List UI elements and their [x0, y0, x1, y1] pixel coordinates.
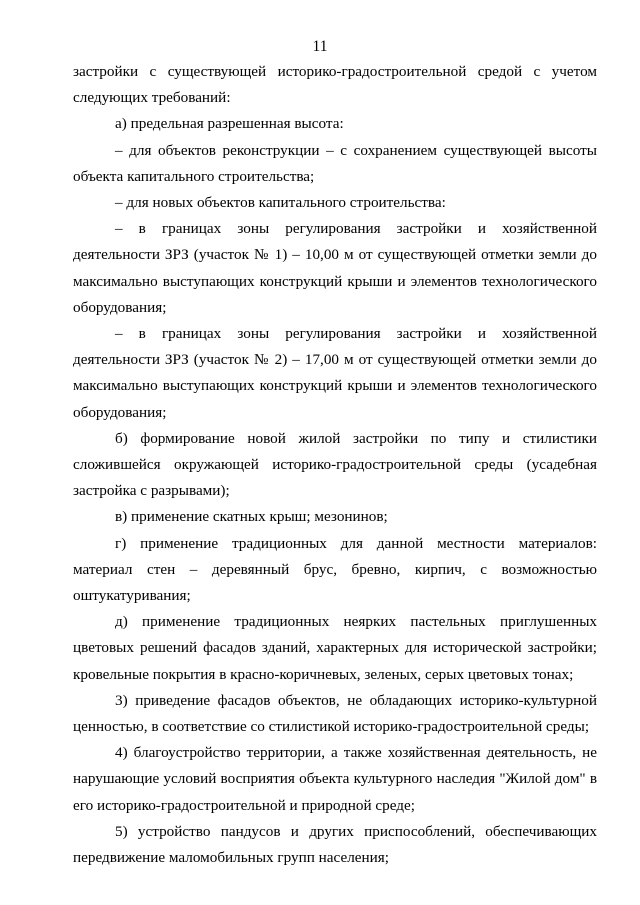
- paragraph-continuation: застройки с существующей историко-градостроительной средой с учетом следующих требований:: [73, 63, 597, 107]
- document-body: [73, 59, 597, 871]
- paragraph-pitched-roofs: в) применение скатных крыш; мезонинов;: [115, 508, 388, 526]
- paragraph-landscaping: 4) благоустройство территории, а также хозяйственная деятельность, не нарушающие условий восприятия объекта культурного наследия "Жилой дом" в его историко-градостроительной и природной среде;: [73, 744, 597, 814]
- paragraph-facades: 3) приведение фасадов объектов, не обладающих историко-культурной ценностью, в соответствие со стилистикой историко-градостроительной среды;: [73, 691, 597, 736]
- paragraph-new-objects: – для новых объектов капитального строительства:: [115, 194, 446, 212]
- paragraph-zone-plot-2: – в границах зоны регулирования застройки и хозяйственной деятельности ЗРЗ (участок № 2) – 17,00 м от существующей отметки земли до максимально выступающих конструкций крыши и элементов технологического оборудования;: [73, 325, 597, 421]
- paragraph-colors: д) применение традиционных неярких пастельных приглушенных цветовых решений фасадов зданий, характерных для исторической застройки; кровельные покрытия в красно-коричневых, зеленых, серых цветовых тонах;: [73, 613, 597, 683]
- paragraph-ramps: 5) устройство пандусов и других приспособлений, обеспечивающих передвижение маломобильных групп населения;: [73, 822, 597, 867]
- page-number: 11: [312, 38, 328, 55]
- paragraph-new-housing: б) формирование новой жилой застройки по типу и стилистики сложившейся окружающей историко-градостроительной среды (усадебная застройка с разрывами);: [73, 429, 597, 500]
- paragraph-max-height: а) предельная разрешенная высота:: [115, 115, 344, 133]
- paragraph-reconstruction: – для объектов реконструкции – с сохранением существующей высоты объекта капитального строительства;: [73, 141, 597, 185]
- paragraph-zone-plot-1: – в границах зоны регулирования застройки и хозяйственной деятельности ЗРЗ (участок № 1) – 10,00 м от существующей отметки земли до максимально выступающих конструкций крыши и элементов технологического оборудования;: [73, 220, 597, 316]
- paragraph-materials: г) применение традиционных для данной местности материалов: материал стен – деревянный брус, бревно, кирпич, с возможностью оштукатуривания;: [73, 534, 597, 605]
